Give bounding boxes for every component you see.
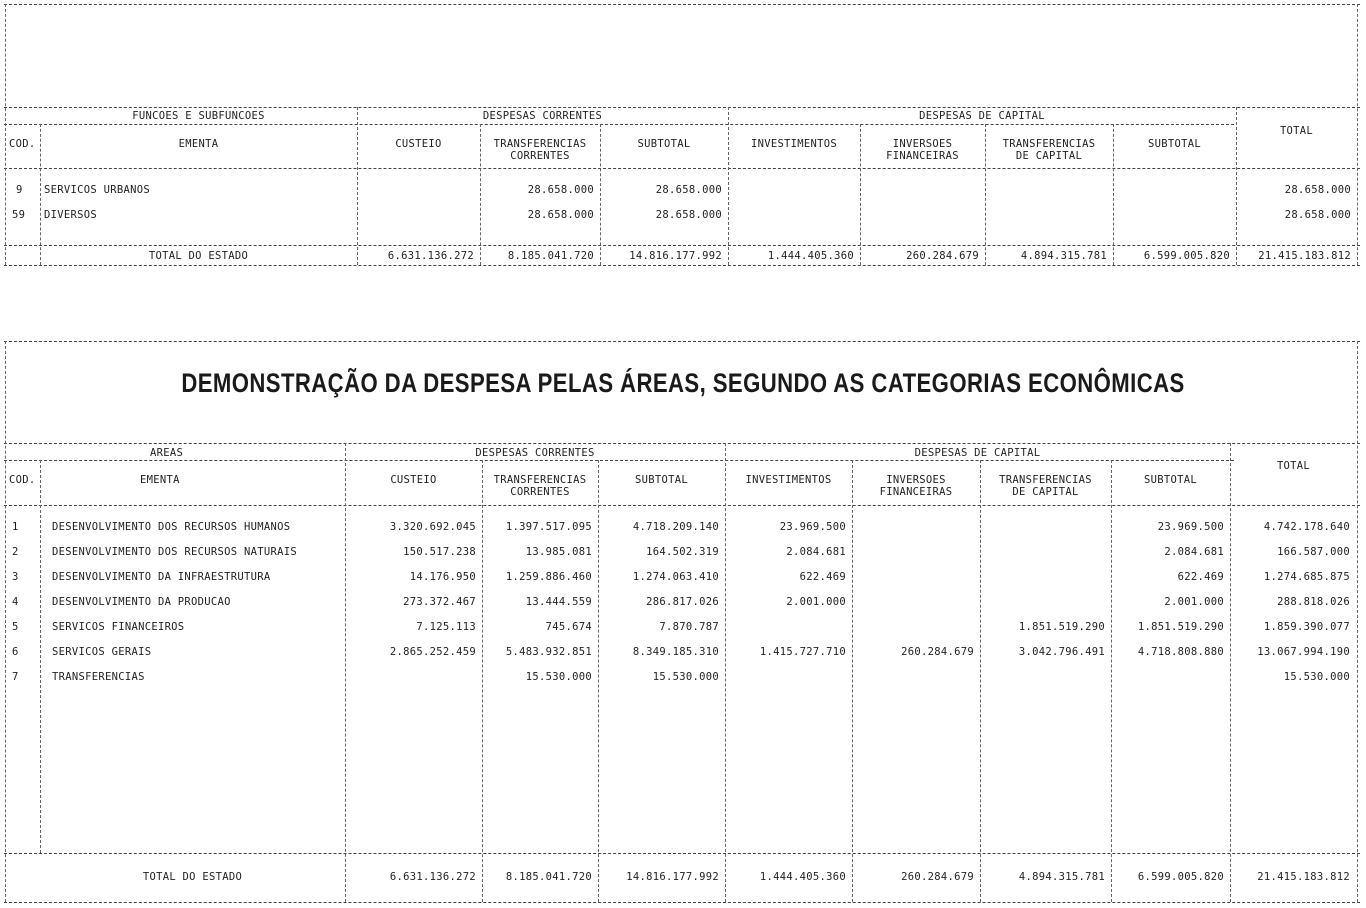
total-transf-capital: 4.894.315.781 xyxy=(1018,871,1105,883)
rule xyxy=(345,443,346,902)
total-label: TOTAL DO ESTADO xyxy=(142,871,243,883)
header-custeio: CUSTEIO xyxy=(390,474,437,486)
row-total: 4.742.178.640 xyxy=(1263,521,1350,533)
row-custeio: 14.176.950 xyxy=(409,571,476,583)
row-transf-correntes: 13.985.081 xyxy=(525,546,592,558)
row-cod: 6 xyxy=(12,646,19,658)
row-transf-correntes: 28.658.000 xyxy=(527,209,594,221)
header-despesas-correntes: DESPESAS CORRENTES xyxy=(475,447,595,459)
total-transf-correntes: 8.185.041.720 xyxy=(505,871,592,883)
row-cod: 7 xyxy=(12,671,19,683)
rule xyxy=(4,124,1234,125)
row-total: 13.067.994.190 xyxy=(1257,646,1350,658)
row-transf-correntes: 28.658.000 xyxy=(527,184,594,196)
rule xyxy=(4,853,1360,854)
header-transf-capital-2: DE CAPITAL xyxy=(1015,150,1083,162)
row-transf-correntes: 5.483.932.851 xyxy=(505,646,592,658)
rule xyxy=(357,107,358,265)
row-transf-capital: 3.042.796.491 xyxy=(1018,646,1105,658)
row-ementa: DESENVOLVIMENTO DOS RECURSOS NATURAIS xyxy=(52,546,297,558)
header-cod: COD. xyxy=(9,474,36,486)
rule xyxy=(5,4,6,265)
row-ementa: SERVICOS URBANOS xyxy=(44,184,150,196)
header-group-left: FUNCOES E SUBFUNCOES xyxy=(132,110,265,122)
rule xyxy=(4,265,1360,266)
header-inversoes-2: FINANCEIRAS xyxy=(879,486,953,498)
header-despesas-capital: DESPESAS DE CAPITAL xyxy=(919,110,1045,122)
row-subtotal-capital: 2.001.000 xyxy=(1164,596,1224,608)
row-subtotal-capital: 2.084.681 xyxy=(1164,546,1224,558)
total-investimentos: 1.444.405.360 xyxy=(767,250,854,262)
header-ementa: EMENTA xyxy=(140,474,180,486)
rule xyxy=(1357,341,1358,902)
rule xyxy=(5,341,6,902)
rule xyxy=(4,341,1360,342)
header-subtotal-correntes: SUBTOTAL xyxy=(637,138,691,150)
header-investimentos: INVESTIMENTOS xyxy=(750,138,838,150)
rule xyxy=(4,505,1360,506)
row-custeio: 273.372.467 xyxy=(403,596,476,608)
header-transf-correntes-1: TRANSFERENCIAS xyxy=(493,474,587,486)
row-custeio: 3.320.692.045 xyxy=(389,521,476,533)
header-subtotal-correntes: SUBTOTAL xyxy=(635,474,688,486)
row-ementa: DESENVOLVIMENTO DA PRODUCAO xyxy=(52,596,231,608)
rule xyxy=(4,245,1360,246)
row-investimentos: 622.469 xyxy=(799,571,846,583)
row-ementa: SERVICOS FINANCEIROS xyxy=(52,621,185,633)
row-total: 28.658.000 xyxy=(1284,184,1351,196)
row-subtotal-correntes: 1.274.063.410 xyxy=(632,571,719,583)
header-transf-correntes-1: TRANSFERENCIAS xyxy=(493,138,587,150)
header-custeio: CUSTEIO xyxy=(395,138,442,150)
row-investimentos: 23.969.500 xyxy=(779,521,846,533)
row-transf-correntes: 15.530.000 xyxy=(525,671,592,683)
row-subtotal-correntes: 164.502.319 xyxy=(646,546,719,558)
total-total: 21.415.183.812 xyxy=(1257,871,1350,883)
row-cod: 3 xyxy=(12,571,19,583)
total-subtotal-capital: 6.599.005.820 xyxy=(1143,250,1230,262)
total-inversoes: 260.284.679 xyxy=(901,871,974,883)
row-investimentos: 1.415.727.710 xyxy=(759,646,846,658)
row-subtotal-capital: 23.969.500 xyxy=(1157,521,1224,533)
row-total: 288.818.026 xyxy=(1277,596,1350,608)
row-custeio: 7.125.113 xyxy=(416,621,476,633)
row-cod: 2 xyxy=(12,546,19,558)
total-subtotal-correntes: 14.816.177.992 xyxy=(629,250,722,262)
row-custeio: 2.865.252.459 xyxy=(389,646,476,658)
row-subtotal-correntes: 7.870.787 xyxy=(659,621,719,633)
header-subtotal-capital: SUBTOTAL xyxy=(1148,138,1201,150)
header-cod: COD. xyxy=(9,138,36,150)
row-total: 15.530.000 xyxy=(1283,671,1350,683)
row-cod: 4 xyxy=(12,596,19,608)
row-transf-capital: 1.851.519.290 xyxy=(1018,621,1105,633)
total-total: 21.415.183.812 xyxy=(1258,250,1351,262)
header-transf-capital-1: TRANSFERENCIAS xyxy=(999,474,1092,486)
header-inversoes-1: INVERSOES xyxy=(886,474,946,486)
rule xyxy=(980,460,981,902)
row-transf-correntes: 1.259.886.460 xyxy=(505,571,592,583)
total-custeio: 6.631.136.272 xyxy=(387,250,474,262)
row-subtotal-correntes: 28.658.000 xyxy=(655,209,722,221)
header-ementa: EMENTA xyxy=(178,138,219,150)
row-subtotal-capital: 1.851.519.290 xyxy=(1137,621,1224,633)
rule xyxy=(4,168,1360,169)
row-subtotal-correntes: 286.817.026 xyxy=(646,596,719,608)
total-investimentos: 1.444.405.360 xyxy=(759,871,846,883)
row-custeio: 150.517.238 xyxy=(403,546,476,558)
row-ementa: DESENVOLVIMENTO DA INFRAESTRUTURA xyxy=(52,571,271,583)
total-label: TOTAL DO ESTADO xyxy=(148,250,249,262)
rule xyxy=(4,4,1360,5)
row-investimentos: 2.084.681 xyxy=(786,546,846,558)
row-inversoes: 260.284.679 xyxy=(901,646,974,658)
rule xyxy=(852,460,853,902)
row-total: 1.274.685.875 xyxy=(1263,571,1350,583)
row-cod: 59 xyxy=(12,209,26,221)
row-cod: 5 xyxy=(12,621,19,633)
header-group-left: AREAS xyxy=(150,447,184,459)
header-despesas-capital: DESPESAS DE CAPITAL xyxy=(914,447,1041,459)
row-subtotal-capital: 622.469 xyxy=(1177,571,1224,583)
page-title: DEMONSTRAÇÃO DA DESPESA PELAS ÁREAS, SEGUNDO AS CATEGORIAS ECONÔMICAS xyxy=(181,368,1185,398)
row-cod: 9 xyxy=(16,184,23,196)
row-total: 166.587.000 xyxy=(1277,546,1350,558)
header-inversoes-2: FINANCEIRAS xyxy=(886,150,959,162)
total-custeio: 6.631.136.272 xyxy=(389,871,476,883)
row-cod: 1 xyxy=(12,521,19,533)
row-transf-correntes: 1.397.517.095 xyxy=(505,521,592,533)
row-subtotal-correntes: 4.718.209.140 xyxy=(632,521,719,533)
total-subtotal-correntes: 14.816.177.992 xyxy=(626,871,719,883)
header-transf-capital-1: TRANSFERENCIAS xyxy=(1002,138,1096,150)
total-subtotal-capital: 6.599.005.820 xyxy=(1137,871,1224,883)
row-subtotal-correntes: 15.530.000 xyxy=(652,671,719,683)
header-total: TOTAL xyxy=(1276,460,1311,472)
header-transf-correntes-2: CORRENTES xyxy=(510,486,570,498)
rule xyxy=(1357,4,1358,265)
header-total: TOTAL xyxy=(1279,125,1314,137)
row-total: 28.658.000 xyxy=(1284,209,1351,221)
total-transf-capital: 4.894.315.781 xyxy=(1020,250,1107,262)
row-ementa: SERVICOS GERAIS xyxy=(52,646,152,658)
total-transf-correntes: 8.185.041.720 xyxy=(507,250,594,262)
header-investimentos: INVESTIMENTOS xyxy=(745,474,832,486)
row-subtotal-correntes: 28.658.000 xyxy=(655,184,722,196)
row-ementa: TRANSFERENCIAS xyxy=(52,671,145,683)
header-transf-capital-2: DE CAPITAL xyxy=(1012,486,1079,498)
rule xyxy=(4,443,1360,444)
rule xyxy=(725,443,726,902)
row-investimentos: 2.001.000 xyxy=(786,596,846,608)
row-ementa: DIVERSOS xyxy=(44,209,97,221)
rule xyxy=(4,902,1360,903)
row-total: 1.859.390.077 xyxy=(1263,621,1350,633)
row-transf-correntes: 13.444.559 xyxy=(525,596,592,608)
row-ementa: DESENVOLVIMENTO DOS RECURSOS HUMANOS xyxy=(52,521,291,533)
header-despesas-correntes: DESPESAS CORRENTES xyxy=(482,110,603,122)
row-transf-correntes: 745.674 xyxy=(545,621,592,633)
header-inversoes-1: INVERSOES xyxy=(892,138,953,150)
rule xyxy=(728,107,729,265)
row-subtotal-correntes: 8.349.185.310 xyxy=(632,646,719,658)
header-subtotal-capital: SUBTOTAL xyxy=(1144,474,1197,486)
rule xyxy=(4,460,1234,461)
rule xyxy=(4,107,1360,108)
row-subtotal-capital: 4.718.808.880 xyxy=(1137,646,1224,658)
total-inversoes: 260.284.679 xyxy=(906,250,979,262)
rule xyxy=(40,460,41,853)
header-transf-correntes-2: CORRENTES xyxy=(510,150,570,162)
